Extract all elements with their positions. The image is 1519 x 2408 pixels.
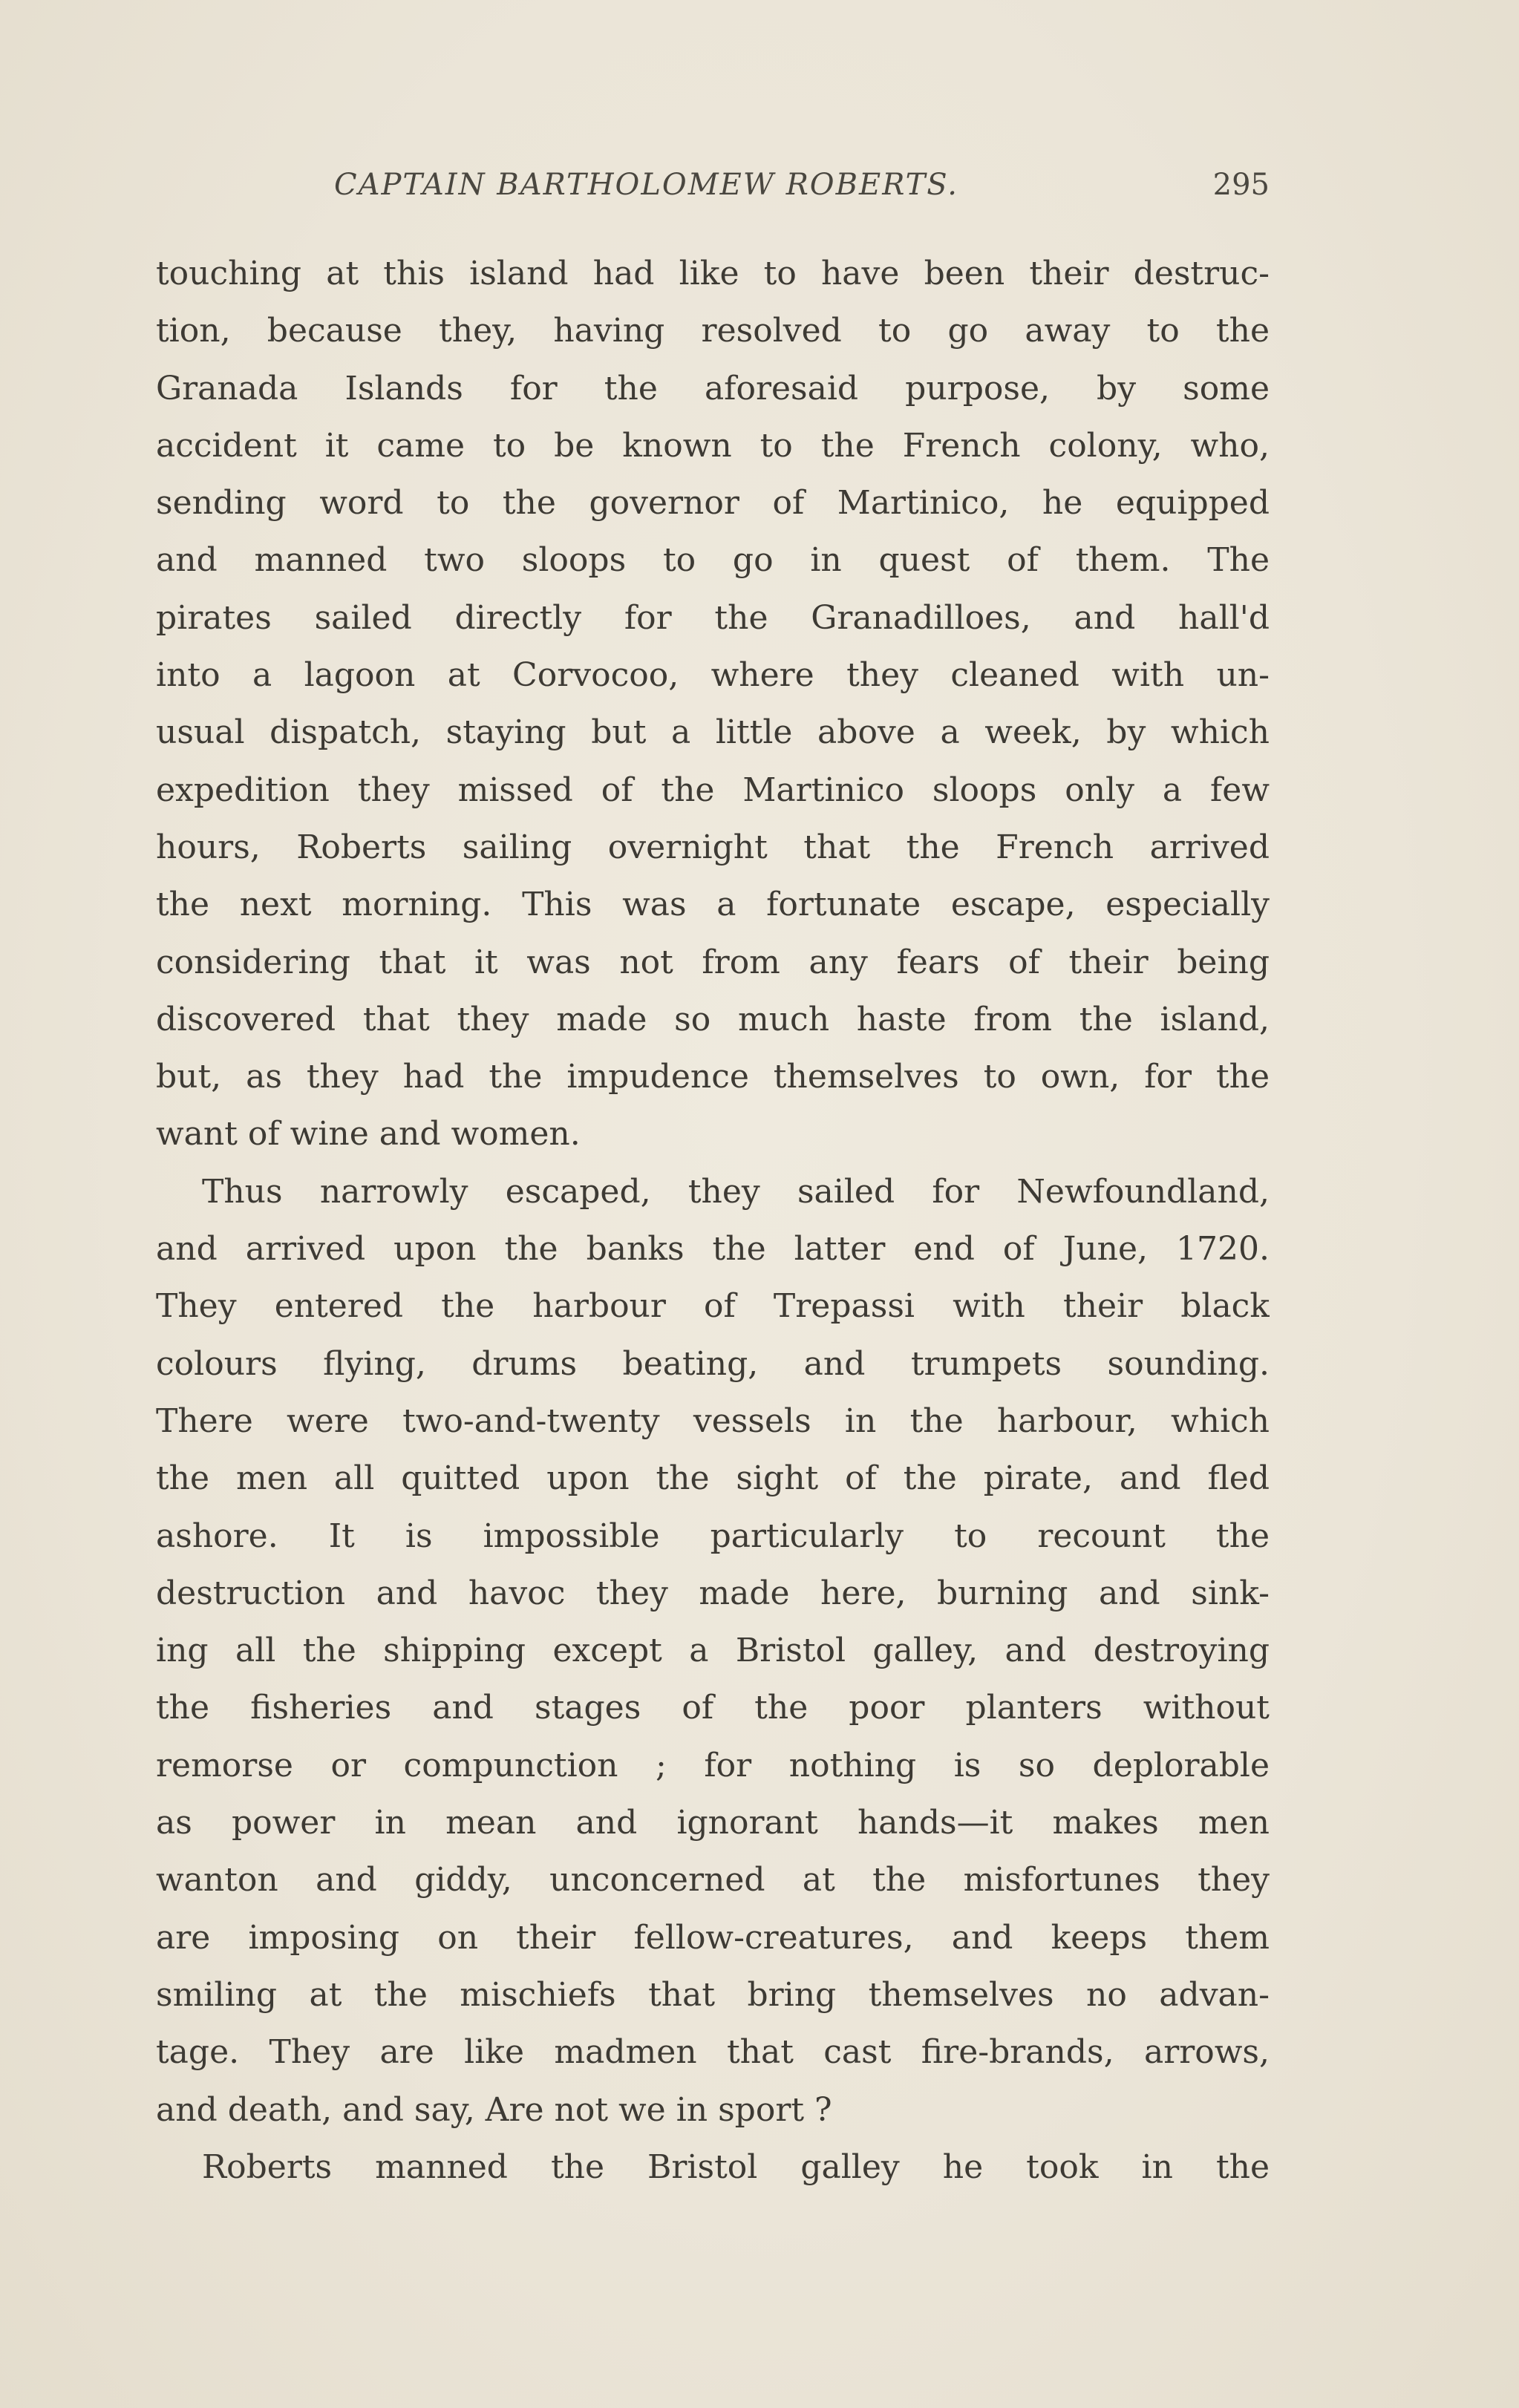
text-line: destruction and havoc they made here, burning and sink- [156,1574,1270,1612]
text-line: as power in mean and ignorant hands—it makes men [156,1804,1270,1842]
text-line: hours, Roberts sailing overnight that the French arrived [156,828,1270,866]
text-line: and manned two sloops to go in quest of them. The [156,541,1270,580]
text-line: tion, because they, having resolved to go away to the [156,312,1270,350]
text-line: and arrived upon the banks the latter end of June, 1720. [156,1230,1270,1269]
text-line: remorse or compunction ; for nothing is so deplorable [156,1746,1270,1784]
text-line: but, as they had the impudence themselves to own, for the [156,1058,1270,1096]
text-line: Granada Islands for the aforesaid purpose, by some [156,369,1270,408]
text-line: smiling at the mischiefs that bring themselves no advan- [156,1975,1270,2014]
text-line: touching at this island had like to have been their destruc- [156,255,1270,292]
text-line: want of wine and women. [156,1115,581,1154]
text-line: the men all quitted upon the sight of the pirate, and fled [156,1459,1270,1498]
text-line: They entered the harbour of Trepassi with their black [156,1287,1270,1326]
body-text [156,245,1270,2196]
text-line: pirates sailed directly for the Granadilloes, and hall'd [156,598,1270,637]
text-line: the fisheries and stages of the poor planters without [156,1689,1270,1727]
text-line: Roberts manned the Bristol galley he took in the [202,2147,1270,2186]
text-line: considering that it was not from any fears of their being [156,943,1270,981]
text-line: wanton and giddy, unconcerned at the misfortunes they [156,1861,1270,1900]
text-line: There were two-and-twenty vessels in the harbour, which [156,1401,1270,1440]
text-line: are imposing on their fellow-creatures, and keeps them [156,1918,1270,1957]
text-line: sending word to the governor of Martinico, he equipped [156,484,1270,523]
text-line: the next morning. This was a fortunate escape, especially [156,886,1270,924]
page-number: 295 [1212,168,1270,202]
page-header [156,168,1270,220]
running-head: CAPTAIN BARTHOLOMEW ROBERTS. [334,168,958,202]
text-line: discovered that they made so much haste from the island, [156,1000,1270,1038]
text-line: ing all the shipping except a Bristol galley, and destroying [156,1632,1270,1670]
text-line: expedition they missed of the Martinico sloops only a few [156,771,1270,809]
text-line: into a lagoon at Corvocoo, where they cleaned with un- [156,656,1270,695]
text-line: Thus narrowly escaped, they sailed for Newfoundland, [202,1172,1270,1211]
text-line: colours flying, drums beating, and trumpets sounding. [156,1344,1270,1383]
text-line: accident it came to be known to the French colony, who, [156,426,1270,465]
text-line: ashore. It is impossible particularly to recount the [156,1517,1270,1555]
text-line: usual dispatch, staying but a little above a week, by which [156,713,1270,752]
text-line: tage. They are like madmen that cast fire-brands, arrows, [156,2033,1270,2072]
text-line: and death, and say, Are not we in sport ? [156,2090,832,2129]
